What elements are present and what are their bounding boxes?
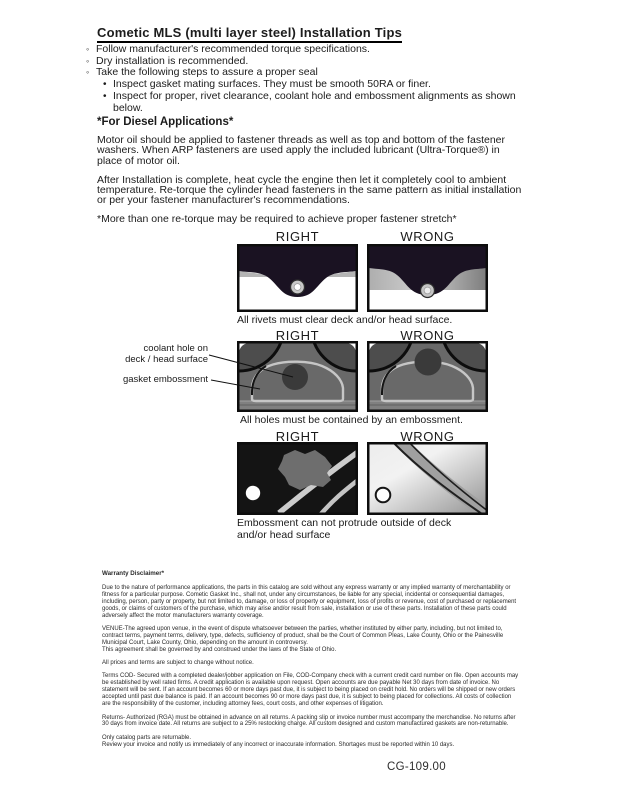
open-bullet-icon: ◦ — [86, 55, 90, 66]
right-label: RIGHT — [275, 229, 320, 244]
filled-bullet-icon: • — [103, 79, 107, 91]
tip-text: Take the following steps to assure a proper seal — [96, 66, 318, 79]
tip-text: Inspect gasket mating surfaces. They must be smooth 50RA or finer. — [113, 78, 431, 91]
tip-text: Inspect for proper, rivet clearance, coolant hole and embossment alignments as shown below. — [113, 89, 516, 114]
filled-bullet-icon: • — [103, 90, 107, 102]
diagram-rivet-wrong — [367, 244, 488, 312]
coolant-hole-callout: coolant hole on deck / head surface — [125, 343, 208, 365]
rivet-right-illustration — [237, 244, 358, 312]
pair1-caption: All rivets must clear deck and/or head surface. — [237, 314, 453, 326]
tip-text: Dry installation is recommended. — [96, 54, 249, 67]
rivet-wrong-illustration — [367, 244, 488, 312]
open-bullet-icon: ◦ — [86, 44, 90, 54]
bolt-hole — [376, 488, 391, 503]
warranty-paragraph: VENUE-The agreed upon venue, in the event of dispute whatsoever between the parties, whether instituted by either party, including, but not limited to, contract terms, payment terms, delivery, type, defects, sufficiency of product, shall be the Court of Common Pleas, Lake County, Ohio or the Painesville Municipal Court, Lake County, Ohio, depending on the amount in controversy. — [102, 625, 504, 646]
coolant-hole — [415, 349, 442, 376]
warranty-line: Only catalog parts are returnable. — [102, 734, 192, 741]
warranty-line: Review your invoice and notify us immediately of any incorrect or inaccurate information. Shortages must be reported within 10 days. — [102, 741, 455, 748]
right-label: RIGHT — [275, 328, 320, 343]
wrong-label: WRONG — [400, 328, 455, 343]
wrong-label: WRONG — [400, 229, 455, 244]
embossment-wrong-illustration — [367, 341, 488, 412]
warranty-line: All prices and terms are subject to change without notice. — [102, 660, 254, 667]
warranty-disclaimer-section — [102, 571, 519, 749]
page-title: Cometic MLS (multi layer steel) Installation Tips — [97, 25, 402, 43]
installation-tips-list — [86, 44, 526, 114]
tip-text: Follow manufacturer's recommended torque specifications. — [96, 43, 370, 55]
pair2-caption: All holes must be contained by an embossment. — [240, 414, 463, 426]
diesel-paragraph: After Installation is complete, heat cycle the engine then let it completely cool to ambient temperature. Re-torque the cylinder head fasteners in the same pattern as initial installation or per your fastener manufacturer's recommendations. — [97, 173, 522, 207]
diagram-protrusion-wrong — [367, 442, 488, 515]
embossment-callout: gasket embossment — [122, 374, 208, 385]
protrusion-wrong-illustration — [367, 442, 488, 515]
diesel-paragraph: Motor oil should be applied to fastener threads as well as top and bottom of the fastener washers. When ARP fasteners are used apply the included lubricant (Ultra-Torque®) in place of motor oil. — [97, 134, 505, 167]
warranty-paragraph: Terms COD- Secured with a completed dealer/jobber application on File, COD-Company check with a current credit card number on file. Open accounts may be established by well rated firms. A credit application is available upon request. Open accounts are due payable Net 30 days from date of invoice. No statement will be sent. If an account becomes 60 or more days past due, it is subject to being placed on credit hold. No orders will be shipped or new orders accepted until past due balance is paid. If an account becomes 90 or more days past due, it is subject to being placed for collections. All costs of collection are the responsibility of the customer, including attorney fees, court costs, and other expenses of litigation. — [102, 673, 519, 708]
warranty-paragraph: Due to the nature of performance applications, the parts in this catalog are sold without any express warranty or any implied warranty of merchantability or fitness for a particular purpose. Cometic Gasket Inc., shall not, under any circumstances, be liable for any special, incidental or consequential damages, including, person, party or property, but not limited to, damage, or loss of property or equipment, loss of profits or revenue, cost of purchased or replacement goods, or claims of customers of the purchase, which may arise and/or result from sale, installation or use of these parts. Installation of these parts could adversely affect the motor manufacturers warranty coverage. — [102, 584, 517, 619]
diesel-note: *More than one re-torque may be required to achieve proper fastener stretch* — [97, 213, 457, 226]
diagram-embossment-wrong — [367, 341, 488, 412]
embossment-right-illustration — [237, 341, 358, 412]
list-item — [103, 91, 526, 114]
warranty-line: This agreement shall be governed by and construed under the laws of the State of Ohio. — [102, 646, 337, 653]
right-label: RIGHT — [275, 429, 320, 444]
list-item — [86, 44, 526, 56]
warranty-heading: Warranty Disclaimer* — [102, 570, 165, 577]
protrusion-right-illustration — [237, 442, 358, 515]
page-number: CG-109.00 — [387, 761, 446, 773]
wrong-label: WRONG — [400, 429, 455, 444]
diagram-rivet-right — [237, 244, 358, 312]
warranty-paragraph: Returns- Authorized (RGA) must be obtained in advance on all returns. A packing slip or invoice number must accompany the merchandise. No returns after 30 days from invoice date. All returns are subject to a 25% restocking charge. All custom designed and custom manufactured gaskets are non-returnable. — [102, 714, 516, 728]
diagram-protrusion-right — [237, 442, 358, 515]
open-bullet-icon: ◦ — [86, 67, 90, 78]
diesel-section — [97, 117, 525, 234]
coolant-hole — [282, 364, 308, 390]
diesel-heading: *For Diesel Applications* — [97, 116, 234, 128]
pair3-caption: Embossment can not protrude outside of deck and/or head surface — [237, 517, 452, 541]
bolt-hole — [246, 486, 260, 500]
diagram-embossment-right — [237, 341, 358, 412]
